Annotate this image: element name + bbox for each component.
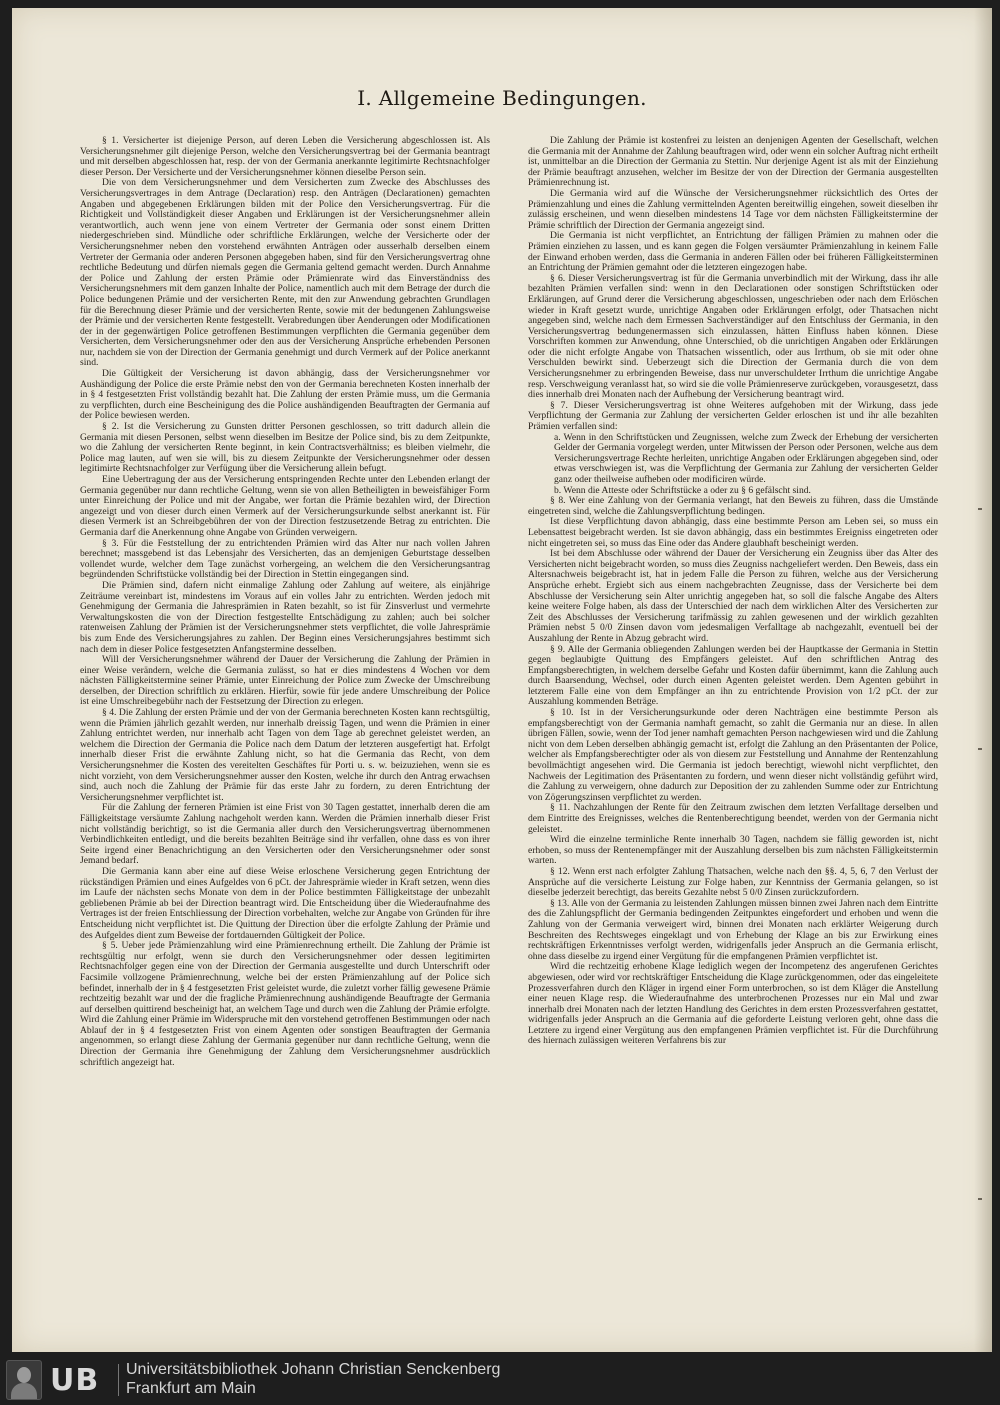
paragraph: § 4. Die Zahlung der ersten Prämie und der von der Germania berechneten Kosten kann rechtsgültig, wenn die Prämien jährlich gezahlt werden, nur innerhalb dreissig Tagen, und wenn die Prämien in einer Zahlung entrichtet werden, nur innerhalb acht Tagen von dem Tage ab gerechnet geleistet werden, an welchem die Direction der Germania die Police nach dem Datum der letzteren ausgefertigt hat. Erfolgt innerhalb dieser Frist die erwähnte Zahlung nicht, so hat die Germania das Recht, von dem Versicherungsnehmer die Kosten des vereitelten Geschäftes für Porti u. s. w. beizuziehen, wenn sie es nicht vorzieht, von dem Versicherungsnehmer ausser den Kosten, welche ihr durch den Antrag erwachsen sind, auch noch die Zahlung der Prämie für das erste Jahr zu fordern, zu deren Entrichtung der Versicherungsnehmer verpflichtet ist. (80, 707, 490, 803)
library-name-line2: Frankfurt am Main (126, 1380, 256, 1397)
paragraph: § 11. Nachzahlungen der Rente für den Zeitraum zwischen dem letzten Verfalltage derselben und dem Eintritte des Ereignisses, welches die Rentenberechtigung beendet, werden von der Germania nicht geleistet. (528, 802, 938, 835)
paragraph: Die Germania kann aber eine auf diese Weise erloschene Versicherung gegen Entrichtung der rückständigen Prämien und eines Aufgeldes von 6 pCt. der Jahresprämie wieder in Kraft setzen, wenn dies im Laufe der nächsten sechs Monate von dem in der Police bestimmten Fälligkeitstage der unbezahlt gebliebenen Prämie ab bei der Direction beantragt wird. Die Entscheidung über die Wiederaufnahme des Vertrages ist der freien Entschliessung der Direction vorbehalten, welche zur Angabe von Gründen für ihre Entscheidung nicht verpflichtet ist. Die Quittung der Direction über die erfolgte Zahlung der Prämie und des Aufgeldes dient zum Beweise der fortdauernden Gültigkeit der Police. (80, 865, 490, 941)
paragraph: § 8. Wer eine Zahlung von der Germania verlangt, hat den Beweis zu führen, dass die Umstände eingetreten sind, welche die Zahlungsverpflichtung bedingen. (528, 495, 938, 517)
paragraph: § 7. Dieser Versicherungsvertrag ist ohne Weiteres aufgehoben mit der Wirkung, dass jede Verpflichtung der Germania zur Zahlung der versicherten Gelder erloschen ist und ihr alle bezahlten Prämien verfallen sind: (528, 399, 938, 433)
paragraph: § 5. Ueber jede Prämienzahlung wird eine Prämienrechnung ertheilt. Die Zahlung der Prämie ist rechtsgültig nur erfolgt, wenn sie durch den Versicherungsnehmer oder dessen legitimirten Rechtsnachfolger gegen eine von der Direction der Germania ausgestellte und durch Unterschrift oder Facsimile vollzogene Prämienrechnung, welche bei der ersten Prämienzahlung auf der Police sich befindet, innerhalb der in § 4 festgesetzten Frist geleistet wurde, die zuletzt vorher fällig gewesene Prämie rechtzeitig bezahlt war und der die fragliche Prämienrechnung aushändigende Beauftragte der Germania auf derselben quittirend bescheinigt hat, an welchem Tage und durch wen die Zahlung der Prämie erfolgte. Wird die Zahlung einer Prämie im Widerspruche mit den vorstehend getroffenen Bestimmungen oder nach Ablauf der in § 4 festgesetzten Frist von einem Agenten oder sonstigen Beauftragten der Germania angenommen, so erlangt diese Zahlung der Germania gegenüber nur dann rechtliche Geltung, wenn die Direction der Germania ihre Genehmigung der Zahlung dem Versicherungsnehmer ausdrücklich schriftlich angezeigt hat. (80, 940, 490, 1068)
paragraph: § 13. Alle von der Germania zu leistenden Zahlungen müssen binnen zwei Jahren nach dem Eintritte des die Zahlungspflicht der Germania bedingenden Zeitpunktes eingefordert und erhoben und wenn die Zahlung von der Germania verweigert wird, binnen drei Monaten nach erklärter Weigerung durch Beschreiten des Rechtsweges eingeklagt und von Erhebung der Klage an bis zur Erwirkung eines rechtskräftigen Erkenntnisses verfolgt werden, widrigenfalls jeder Anspruch an die Germania erlischt, ohne dass dieselbe zu irgend einer Vergütung für die empfangenen Prämien verpflichtet ist. (528, 897, 938, 962)
paragraph: Wird die rechtzeitig erhobene Klage lediglich wegen der Incompetenz des angerufenen Gerichtes abgewiesen, oder wird vor rechtskräftiger Entscheidung die Klage zurückgenommen, oder das eingeleitete Prozessverfahren durch den Kläger in irgend einer Form unterbrochen, so ist dem Kläger die Anstellung einer neuen Klage resp. die Wiederaufnahme des unterbrochenen Prozesses nur ein Mal und zwar innerhalb drei Monaten nach der letzten Handlung des Gerichtes in dem ersten Prozessverfahren gestattet, widrigenfalls jeder Anspruch an die Germania auf die geforderte Leistung verloren geht, ohne dass die Letztere zu irgend einer Vergütung aus den empfangenen Prämien verpflichtet ist. Für die Durchführung des hiernach zulässigen weiteren Verfahrens bis zur (528, 961, 938, 1047)
library-name-line1: Universitätsbibliothek Johann Christian Senckenberg (126, 1361, 501, 1378)
binding-stitch (978, 748, 982, 750)
paragraph: Wird die einzelne terminliche Rente innerhalb 30 Tagen, nachdem sie fällig geworden ist, nicht erhoben, so muss der Rentenempfänger mit der Auszahlung derselben bis zum nächsten Fälligkeitstermin warten. (528, 834, 938, 867)
paragraph: Eine Uebertragung der aus der Versicherung entspringenden Rechte unter den Lebenden erlangt der Germania gegenüber nur dann rechtliche Geltung, wenn sie von allen Betheiligten in beweisfähiger Form unter Einreichung der Police und mit der Angabe, wer fortan die Prämie bezahlen wird, der Direction angezeigt und von dieser durch einen Vermerk auf der Versicherungsurkunde selbst anerkannt ist. Für diesen Vermerk ist an Schreibgebühren der von der Direction festzusetzende Betrag zu entrichten. Die Germania darf die Anerkennung ohne Angabe von Gründen verweigern. (80, 474, 490, 538)
page-title: I. Allgemeine Bedingungen. (357, 86, 647, 110)
paragraph: Die Prämien sind, dafern nicht einmalige Zahlung oder Zahlung auf weitere, als einjährige Zeiträume vereinbart ist, mindestens im Voraus auf ein volles Jahr zu entrichten. Werden jedoch mit Genehmigung der Germania die Jahresprämien in Raten bezahlt, so ist für Zinsverlust und vermehrte Verwaltungskosten die von der Direction festgestellte Entschädigung zu zahlen; auch bei solcher ratenweisen Zahlung der Prämien ist der Versicherungsnehmer stets verpflichtet, die volle Jahresprämie bis zum Ende des Versicherungsjahres zu zahlen. Der Beginn eines Versicherungsjahres bestimmt sich nach dem in dieser Police festgesetzten Anfangstermine desselben. (80, 579, 490, 655)
paragraph: § 6. Dieser Versicherungsvertrag ist für die Germania unverbindlich mit der Wirkung, dass ihr alle bezahlten Prämien verfallen sind: wenn in den Declarationen oder sonstigen Schriftstücken oder Erklärungen, auf Grund derer die Versicherung abgeschlossen, ungeschrieben oder nach dem Erlöschen wieder in Kraft gesetzt wurde, unrichtige Angaben oder Erklärungen erfolgt, oder Thatsachen nicht angegeben sind, welche nach dem Ermessen Sachverständiger auf den Entschluss der Germania, in den Versicherungsvertrag bedungenermassen sich einzulassen, hätten Einfluss haben können. Diese Vorschriften kommen zur Anwendung, ohne Unterschied, ob die unrichtigen Angaben oder Erklärungen oder die nicht erfolgte Angabe von Thatsachen wissentlich, oder aus Irrthum, ob sie mit oder ohne Verschulden bewirkt sind. Ueberzeugt sich die Direction der Germania durch die von dem Versicherungsnehmer zu erbringenden Beweise, dass nur unverschuldeter Irrthum die unrichtige Angabe resp. Verschweigung veranlasst hat, so wird sie die volle Prämienreserve zurückgeben, vorausgesetzt, dass dies innerhalb drei Monaten nach der Aufhebung der Versicherung beantragt wird. (528, 272, 938, 401)
paragraph: Ist bei dem Abschlusse oder während der Dauer der Versicherung ein Zeugniss über das Alter des Versicherten nicht beigebracht worden, so muss dies Zeugniss nachgeliefert werden. Den Beweis, dass ein Altersnachweis beigebracht ist, hat in jedem Falle die Person zu führen, welche aus der Versicherung Ansprüche erhebt. Ergiebt sich aus einem nachgebrachten Zeugnisse, dass der Versicherte bei dem Abschlusse der Versicherung sein Alter unrichtig angegeben hat, so soll die falsche Angabe des Alters keine weitere Folge haben, als dass der Unterschied der nach dem wirklichen Alter des Versicherten zur Zeit des Abschlusses der Versicherung tarifmässig zu zahlen gewesenen und der wirklich gezahlten Prämien nebst 5 0/0 Zinsen davon vom jedesmaligen Verfalltage ab nachgezahlt, eventuell bei der Auszahlung der Rente in Abzug gebracht wird. (528, 548, 938, 644)
list-item: b. Wenn die Atteste oder Schriftstücke a oder zu § 6 gefälscht sind. (554, 484, 811, 496)
paragraph: Die Gültigkeit der Versicherung ist davon abhängig, dass der Versicherungsnehmer vor Aushändigung der Police die erste Prämie nebst den von der Germania berechneten Kosten innerhalb der in § 4 festgesetzten Frist vollständig bezahlt hat. Die Zahlung der ersten Prämie muss, um die Germania zu verpflichten, durch eine Bescheinigung des die Police aushändigenden Beauftragten der Germania auf der Police bewiesen werden. (80, 368, 490, 422)
library-footer (0, 1352, 1000, 1405)
paragraph: Die Zahlung der Prämie ist kostenfrei zu leisten an denjenigen Agenten der Gesellschaft, welchen die Germania mit der Annahme der Zahlung beauftragen wird, oder wenn ein solcher Auftrag nicht ertheilt ist, unmittelbar an die Direction der Germania zu Stettin. Nur derjenige Agent ist als mit der Einziehung der Prämie beauftragt anzusehen, welcher im Besitze der von der Direction der Germania ausgestellten Prämienrechnung ist. (528, 135, 938, 189)
page-edge-shadow (974, 8, 992, 1352)
paragraph: § 10. Ist in der Versicherungsurkunde oder deren Nachträgen eine bestimmte Person als empfangsberechtigt von der Germania namhaft gemacht, so zahlt die Germania nur an diese. In allen übrigen Fällen, sowie, wenn der Tod jener namhaft gemachten Person nachgewiesen wird und die Zahlung nicht von dem Leben derselben abhängig gemacht ist, erfolgt die Zahlung an den Präsentanten der Police, welcher als Empfangsberechtigter oder als von diesem zur Feststellung und Annahme der Rentenzahlung bevollmächtigt angesehen wird. Die Germania ist jedoch berechtigt, wiewohl nicht verpflichtet, den Nachweis der Legitimation des Präsentanten zu fordern, und wenn dieser nicht vollständig geführt wird, die Zahlung zu verweigern, ohne dadurch zur Deposition der zu zahlenden Summe oder zur Entrichtung von Zögerungszinsen verpflichtet zu werden. (528, 707, 938, 803)
paragraph: § 9. Alle der Germania obliegenden Zahlungen werden bei der Hauptkasse der Germania in Stettin gegen beglaubigte Quittung des Empfängers geleistet. Auf den schriftlichen Antrag des Empfangsberechtigten, in welchem derselbe Gefahr und Kosten dafür übernimmt, kann die Zahlung auch durch Baarsendung, Wechsel, oder durch einen Agenten geleistet werden. Dem Agenten gebührt in letzterem Falle eine von dem Empfänger an ihn zu entrichtende Provision von 1/2 pCt. der zur Auszahlung kommenden Beträge. (528, 643, 938, 708)
paragraph: § 12. Wenn erst nach erfolgter Zahlung Thatsachen, welche nach den §§. 4, 5, 6, 7 den Verlust der Ansprüche auf die versicherte Leistung zur Folge haben, zur Kenntniss der Germania gelangen, so ist dieselbe jederzeit berechtigt, das bereits Gezahlte nebst 5 0/0 Zinsen zurückzufordern. (528, 865, 938, 899)
paragraph: Ist diese Verpflichtung davon abhängig, dass eine bestimmte Person am Leben sei, so muss ein Lebensattest beigebracht werden. Ist sie davon abhängig, dass ein bestimmtes Ereigniss eingetreten oder nicht eingetreten sei, so muss das Eine oder das Andere glaubhaft bescheinigt werden. (528, 516, 938, 549)
paragraph: Die Germania wird auf die Wünsche der Versicherungsnehmer rücksichtlich des Ortes der Prämienzahlung und eines die Zahlung vermittelnden Agenten bereitwillig eingehen, soweit dieselben ihr zulässig erscheinen, und wenn dieselben mindestens 14 Tage vor dem nächsten Fälligkeitstermine der Prämie schriftlich der Direction der Germania angezeigt sind. (528, 187, 938, 231)
paragraph: Die von dem Versicherungsnehmer und dem Versicherten zum Zwecke des Abschlusses des Versicherungsvertrages in dem Antrage (Declaration) resp. den Anträgen (Declarationen) gemachten Angaben und abgegebenen Erklärungen bilden mit der Police den Versicherungsvertrag. Für die Richtigkeit und Vollständigkeit dieser Angaben und Erklärungen ist der Versicherungsnehmer allein verantwortlich, auch wenn jene von einem Vertreter der Germania oder sonst einem Dritten niedergeschrieben sind. Mündliche oder schriftliche Erklärungen, welche der Versicherte oder der Versicherungsnehmer neben den vorstehend erwähnten Anträgen oder ausserhalb derselben einem Vertreter der Germania oder anderen Personen abgegeben haben, sind für den Versicherungsvertrag ohne rechtliche Bedeutung und dürfen niemals gegen die Germania geltend gemacht werden. Durch Annahme der Police und Zahlung der ersten Prämie oder Prämienrate wird das Einverständniss des Versicherungsnehmers mit dem ganzen Inhalte der Police, namentlich auch mit dem Betrage der durch die Police bedungenen Prämie und der versicherten Rente, mit den zur Anwendung gebrachten Grundlagen für die Berechnung dieser Prämie und der versicherten Rente, sowie mit der bedungenen Zahlungsweise der Prämie und der versicherten Rente festgestellt. Verabredungen über Aenderungen oder Modificationen der in der gegenwärtigen Police getroffenen Bestimmungen verpflichten die Germania gegenüber dem Versicherten, dem Versicherungsnehmer oder den aus der Versicherung Ansprüche erhebenden Personen nur, nachdem sie von der Direction der Germania genehmigt und durch Vermerk auf der Police anerkannt sind. (80, 177, 490, 369)
paragraph: Die Germania ist nicht verpflichtet, an Entrichtung der fälligen Prämien zu mahnen oder die Prämien einziehen zu lassen, und es kann gegen die Folgen versäumter Prämienzahlung in keinem Falle der Einwand erhoben werden, dass die Germania in anderen Fällen oder bei früheren Fälligkeitsterminen an Entrichtung der Prämien gemahnt oder die letzteren eingezogen habe. (528, 230, 938, 274)
binding-stitch (978, 508, 982, 510)
library-name (126, 1360, 500, 1398)
portrait-icon (6, 1360, 42, 1400)
paragraph: § 2. Ist die Versicherung zu Gunsten dritter Personen geschlossen, so tritt dadurch allein die Germania mit diesen Personen, selbst wenn dieselben im Besitze der Police sind, bis zu dem Zeitpunkte, wo die Zahlung der versicherten Rente beginnt, in kein Contractsverhältniss; es bleiben vielmehr, die Police mag lauten, auf wen sie will, bis zu diesem Zeitpunkte der Versicherungsnehmer oder dessen legitimirte Rechtsnachfolger zur Verfügung über die Versicherung allein befugt. (80, 421, 490, 475)
document-page (12, 8, 992, 1352)
paragraph: Will der Versicherungsnehmer während der Dauer der Versicherung die Zahlung der Prämien in einer Weise verändern, welche die Germania zulässt, so hat er dies mindestens 4 Wochen vor dem nächsten Fälligkeitstermine seiner Prämie, unter Einreichung der Police zum Zwecke der Umschreibung derselben, der Direction schriftlich zu erklären. Hierfür, sowie für jede andere Umschreibung der Police ist eine Umschreibegebühr nach der Festsetzung der Direction zu erlegen. (80, 654, 490, 708)
list-item: a. Wenn in den Schriftstücken und Zeugnissen, welche zum Zweck der Erhebung der versicherten Gelder der Germania vorgelegt werden, unter Mitwissen der Person oder Personen, welche aus dem Versicherungsvertrage Rechte herleiten, unrichtige Angaben oder Erklärungen abgegeben sind, oder etwas verschwiegen ist, was die Verpflichtung der Germania zur Zahlung der versicherten Gelder ganz oder theilweise aufheben oder modificiren würde. (554, 431, 938, 485)
logo-text: UB (50, 1362, 100, 1398)
paragraph: Für die Zahlung der ferneren Prämien ist eine Frist von 30 Tagen gestattet, innerhalb deren die am Fälligkeitstage versäumte Zahlung nachgeholt werden kann. Werden die Prämien innerhalb dieser Frist nicht vollständig berichtigt, so ist die Germania aller durch den Versicherungsvertrag übernommenen Verbindlichkeiten entledigt, und die bereits bezahlten Beiträge sind ihr verfallen, ohne dass es von ihrer Seite irgend einer Benachrichtigung an den Versicherten oder den Versicherungsnehmer oder sonst Jemand bedarf. (80, 802, 490, 867)
left-column (80, 136, 490, 1068)
binding-stitch (978, 1198, 982, 1200)
paragraph: § 3. Für die Feststellung der zu entrichtenden Prämien wird das Alter nur nach vollen Jahren berechnet; massgebend ist das Lebensjahr des Versicherten, das an demjenigen Geburtstage desselben vollendet wurde, welcher dem Tage zunächst vorhergeing, an welchem die den Versicherungsantrag begründenden Schriftstücke vollständig bei der Direction in Stettin eingegangen sind. (80, 537, 490, 581)
library-logo (6, 1360, 124, 1400)
footer-divider (118, 1364, 119, 1396)
paragraph: § 1. Versicherter ist diejenige Person, auf deren Leben die Versicherung abgeschlossen ist. Als Versicherungsnehmer gilt diejenige Person, welche den Versicherungsvertrag bei der Germania beantragt und mit derselben abgeschlossen hat, resp. der von der Germania anerkannte legitimirte Rechtsnachfolger dieser Person. Der Versicherte und der Versicherungsnehmer können dieselbe Person sein. (80, 135, 490, 178)
right-column (528, 136, 938, 1047)
